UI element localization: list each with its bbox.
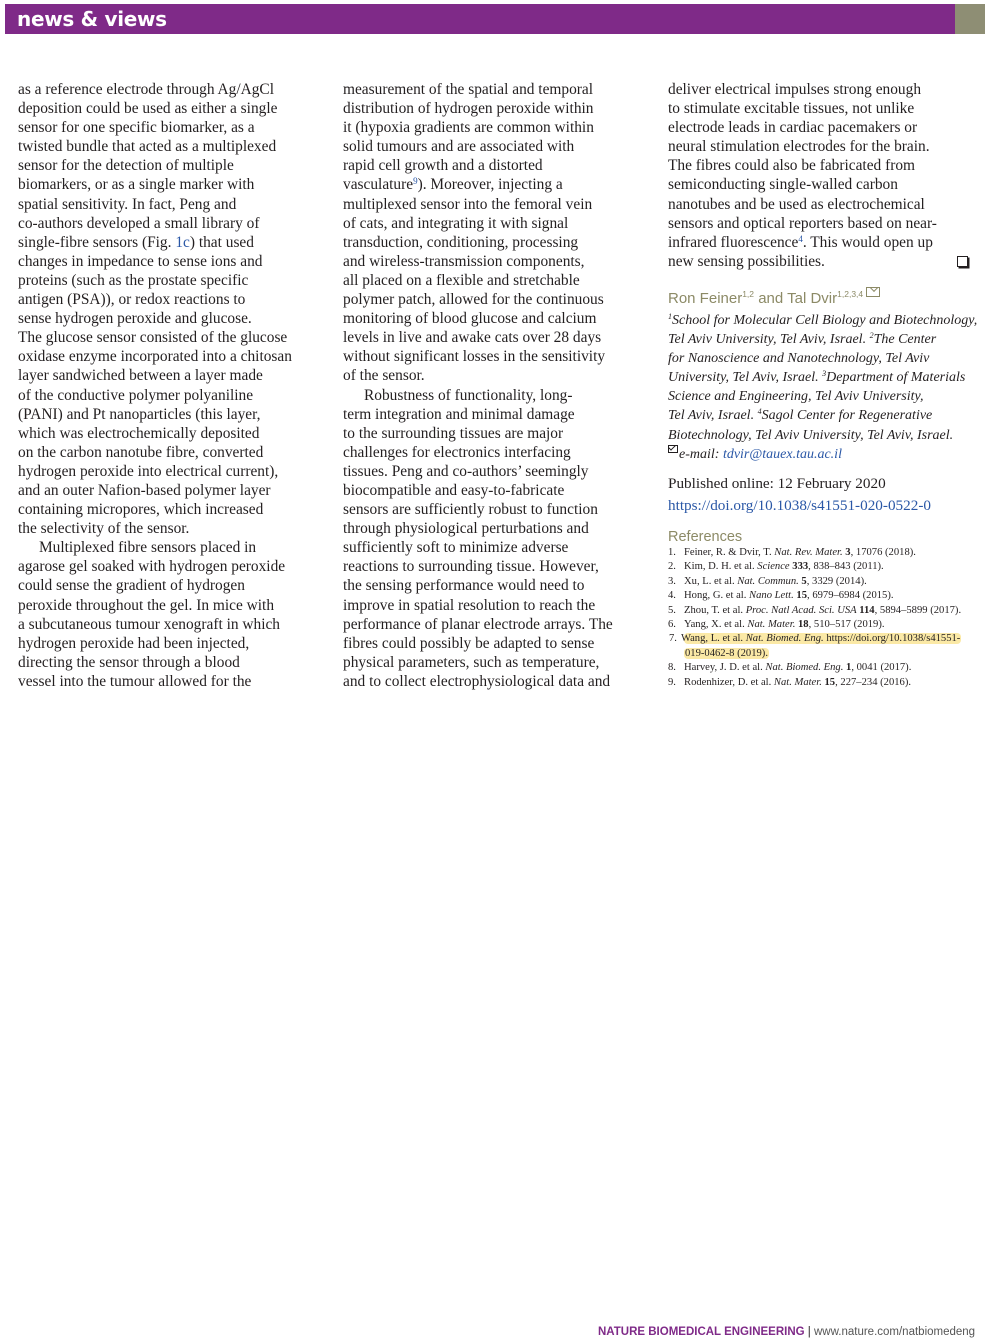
reference-number: 6.	[668, 619, 676, 631]
footer-separator: |	[804, 1326, 814, 1338]
references-title: References	[668, 529, 743, 545]
reference-number: 8.	[668, 662, 676, 674]
text-line	[343, 175, 661, 194]
highlight	[669, 633, 961, 645]
reference-journal: Nat. Commun.	[737, 575, 799, 587]
text-line: Multiplexed fibre sensors placed in	[39, 539, 257, 557]
text-line: fibres could possibly be adapted to sense	[343, 634, 595, 652]
doi-link[interactable]: https://doi.org/10.1038/s41551-020-0522-0	[668, 496, 931, 514]
text-line: which was electrochemically deposited	[18, 424, 260, 442]
text-line: deliver electrical impulses strong enough	[668, 81, 922, 98]
reference-details: , 3329 (2014).	[806, 575, 867, 587]
author-block	[668, 287, 986, 464]
text-line: to stimulate excitable tissues, not unlike	[668, 100, 915, 118]
author-affiliation-sup: 1,2	[742, 289, 755, 299]
text-line: oxidase enzyme incorporated into a chitosan	[18, 348, 292, 366]
reference-volume: 3	[842, 547, 851, 558]
text-line: changes in impedance to sense ions and	[18, 252, 263, 270]
text-line: and to collect electrophysiological data and	[343, 672, 611, 690]
reference-volume: 1	[843, 662, 852, 674]
author-names	[668, 287, 986, 309]
reference-item	[668, 560, 986, 574]
reference-item	[668, 618, 986, 632]
reference-item-highlighted	[668, 632, 986, 661]
article-column-3	[668, 80, 978, 271]
text-line	[668, 233, 978, 252]
text-fragment: new sensing possibilities.	[668, 252, 825, 270]
reference-authors: Wang, L. et al.	[680, 633, 746, 645]
reference-number: 5.	[668, 604, 676, 616]
text-line: vessel into the tumour allowed for the	[18, 672, 252, 690]
affiliation-line	[668, 330, 986, 349]
highlight-row	[684, 647, 986, 661]
text-line: The glucose sensor consisted of the glucose	[18, 329, 288, 347]
reference-journal: Proc. Natl Acad. Sci. USA	[745, 604, 857, 616]
header-tab-marker	[955, 4, 985, 34]
reference-journal: Nat. Biomed. Eng.	[745, 633, 824, 645]
text-line: sense hydrogen peroxide and glucose.	[18, 310, 252, 328]
text-line: term integration and minimal damage	[343, 405, 575, 423]
text-fragment: ) that used	[189, 233, 254, 251]
text-line	[18, 233, 336, 252]
reference-item	[668, 661, 986, 675]
affiliation-line: for Nanoscience and Nanotechnology, Tel Aviv	[668, 351, 930, 367]
email-label: e-mail:	[679, 446, 723, 462]
reference-item	[668, 575, 986, 589]
text-line: measurement of the spatial and temporal	[343, 81, 594, 98]
text-line	[668, 252, 978, 271]
text-line: challenges for electronics interfacing	[343, 443, 571, 461]
text-line: to the surrounding tissues are major	[343, 424, 564, 442]
references-section	[668, 528, 986, 690]
reference-journal: Nat. Mater.	[747, 619, 796, 631]
reference-volume: 15	[821, 676, 836, 688]
reference-list	[668, 546, 986, 690]
reference-details: 019-0462-8 (2019).	[685, 647, 768, 659]
article-column-1	[18, 80, 336, 691]
text-line: peroxide throughout the gel. In mice with	[18, 596, 275, 614]
reference-volume: 333	[789, 561, 809, 573]
reference-journal: Nano Lett.	[749, 590, 794, 602]
reference-item	[668, 604, 986, 618]
text-line: tissues. Peng and co-authors’ seemingly	[343, 462, 589, 480]
reference-details: , 17076 (2018).	[850, 547, 916, 558]
reference-number: 3.	[668, 575, 676, 587]
email-line	[668, 445, 986, 464]
highlight-row	[669, 632, 986, 646]
text-line: nanotubes and be used as electrochemical	[668, 195, 925, 213]
reference-details: , 0041 (2017).	[851, 662, 912, 674]
reference-details: , 838–843 (2011).	[808, 561, 884, 573]
text-line: levels in live and awake cats over 28 days	[343, 329, 602, 347]
text-fragment: single-fibre sensors (Fig.	[18, 233, 176, 251]
reference-number: 9.	[668, 676, 676, 688]
publication-info	[668, 473, 931, 516]
text-line: rapid cell growth and a distorted	[343, 157, 543, 175]
affiliation-text: School for Molecular Cell Biology and Biotechnology,	[672, 313, 978, 328]
figure-link[interactable]: 1c	[175, 233, 190, 251]
text-line: sensors are sufficiently robust to function	[343, 501, 598, 519]
reference-item	[668, 589, 986, 603]
reference-details: , 227–234 (2016).	[835, 676, 912, 688]
affiliation-number: 4	[757, 407, 762, 417]
reference-details: , 510–517 (2019).	[808, 619, 885, 631]
text-line: of cats, and integrating it with signal	[343, 214, 569, 232]
text-fragment: vasculature	[343, 176, 414, 194]
affiliation-text: University, Tel Aviv, Israel.	[668, 370, 823, 386]
text-line: sensor for one specific biomarker, as a	[18, 119, 255, 137]
reference-journal: Nat. Mater.	[773, 676, 822, 688]
affiliation-line: Science and Engineering, Tel Aviv University,	[668, 389, 924, 405]
affiliation-line	[668, 406, 986, 425]
author-name: Tal Dvir	[787, 290, 838, 307]
affiliation-line	[668, 368, 986, 387]
text-line: The fibres could also be fabricated from	[668, 157, 916, 175]
end-of-article-icon	[957, 256, 968, 267]
text-line: transduction, conditioning, processing	[343, 233, 579, 251]
reference-item	[668, 546, 986, 560]
reference-number: 4.	[668, 590, 676, 602]
reference-journal: Science	[757, 561, 790, 573]
text-line: hydrogen peroxide had been injected,	[18, 634, 250, 652]
reference-journal: Nat. Rev. Mater.	[774, 547, 843, 558]
reference-volume: 18	[795, 619, 809, 631]
envelope-icon	[668, 445, 678, 453]
text-line: all placed on a flexible and stretchable	[343, 271, 580, 289]
text-line: of the conductive polymer polyaniline	[18, 386, 254, 404]
text-line: a subcutaneous tumour xenograft in which	[18, 615, 281, 633]
affiliation-number: 2	[869, 331, 874, 341]
text-line: containing micropores, which increased	[18, 501, 264, 519]
reference-volume: 15	[793, 590, 808, 602]
reference-item	[668, 676, 986, 690]
affiliation-text: Sagol Center for Regenerative	[761, 408, 933, 424]
email-link[interactable]: tdvir@tauex.tau.ac.il	[722, 446, 842, 462]
section-header-bar	[5, 4, 955, 34]
reference-authors: Kim, D. H. et al.	[684, 561, 758, 573]
journal-name: NATURE BIOMEDICAL ENGINEERING	[598, 1326, 805, 1338]
author-name: Ron Feiner	[668, 290, 743, 307]
text-line: neural stimulation electrodes for the brain.	[668, 138, 930, 156]
reference-authors: Xu, L. et al.	[684, 575, 738, 587]
reference-number: 7.	[669, 633, 677, 645]
text-line: directing the sensor through a blood	[18, 653, 240, 671]
reference-volume: 5	[798, 575, 807, 587]
text-line: could sense the gradient of hydrogen	[18, 577, 245, 595]
reference-authors: Rodenhizer, D. et al.	[684, 676, 774, 688]
text-line: antigen (PSA)), or redox reactions to	[18, 291, 246, 309]
reference-authors: Zhou, T. et al.	[684, 604, 746, 616]
text-line: and wireless-transmission components,	[343, 252, 585, 270]
text-line: spatial sensitivity. In fact, Peng and	[18, 195, 237, 213]
reference-authors: Feiner, R. & Dvir, T.	[684, 547, 775, 558]
text-line: agarose gel soaked with hydrogen peroxide	[18, 558, 286, 576]
text-line: deposition could be used as either a single	[18, 100, 278, 118]
text-line: (PANI) and Pt nanoparticles (this layer,	[18, 405, 261, 423]
text-line: physical parameters, such as temperature,	[343, 653, 600, 671]
author-conjunction: and	[754, 290, 788, 307]
reference-details: , 5894–5899 (2017).	[874, 604, 962, 616]
text-line: electrode leads in cardiac pacemakers or	[668, 119, 918, 137]
text-fragment: ). Moreover, injecting a	[417, 176, 563, 194]
text-line: the selectivity of the sensor.	[18, 520, 190, 538]
reference-number: 1.	[668, 547, 676, 558]
affiliation-number: 3	[822, 369, 827, 379]
text-fragment: infrared fluorescence	[668, 233, 799, 251]
reference-journal: Nat. Biomed. Eng.	[765, 662, 844, 674]
text-line: monitoring of blood glucose and calcium	[343, 310, 597, 328]
page-footer	[598, 1325, 975, 1339]
text-line: multiplexed sensor into the femoral vein	[343, 195, 593, 213]
text-line: sensor for the detection of multiple	[18, 157, 234, 175]
journal-url-link[interactable]: www.nature.com/natbiomedeng	[813, 1326, 976, 1338]
text-line: without significant losses in the sensitivity	[343, 348, 606, 366]
text-line: reactions to surrounding tissue. However,	[343, 558, 599, 576]
text-line: polymer patch, allowed for the continuous	[343, 291, 604, 309]
affiliation-line	[668, 311, 986, 330]
envelope-icon[interactable]	[866, 287, 880, 297]
text-line: semiconducting single-walled carbon	[668, 176, 898, 194]
article-column-2	[343, 80, 661, 691]
affiliations	[668, 311, 986, 464]
text-line: of the sensor.	[343, 367, 425, 385]
affiliation-line: Biotechnology, Tel Aviv University, Tel Aviv, Israel.	[668, 427, 954, 443]
reference-volume: 114	[856, 604, 875, 616]
text-line: hydrogen peroxide into electrical current),	[18, 462, 279, 480]
citation-link[interactable]: 9	[413, 176, 418, 187]
reference-authors: Hong, G. et al.	[684, 590, 750, 602]
reference-number: 2.	[668, 561, 676, 573]
reference-authors: Yang, X. et al.	[684, 619, 748, 631]
affiliation-text: Tel Aviv, Israel.	[668, 408, 758, 424]
text-line: solid tumours and are associated with	[343, 138, 575, 156]
text-line: biomarkers, or as a single marker with	[18, 176, 255, 194]
citation-link[interactable]: 4	[798, 233, 803, 244]
author-affiliation-sup: 1,2,3,4	[837, 289, 864, 299]
text-line: distribution of hydrogen peroxide within	[343, 100, 594, 118]
affiliation-text: Tel Aviv University, Tel Aviv, Israel.	[668, 332, 870, 348]
text-line: and an outer Nafion-based polymer layer	[18, 481, 271, 499]
reference-doi-link[interactable]: https://doi.org/10.1038/s41551-	[823, 633, 961, 645]
published-date: Published online: 12 February 2020	[668, 475, 886, 492]
text-line: Robustness of functionality, long-	[364, 386, 573, 404]
text-line: proteins (such as the prostate specific	[18, 271, 249, 289]
section-title: news & views	[17, 7, 167, 31]
text-line: it (hypoxia gradients are common within	[343, 119, 594, 137]
reference-details: , 6979–6984 (2015).	[807, 590, 894, 602]
text-fragment: . This would open up	[802, 233, 933, 251]
text-line: biocompatible and easy-to-fabricate	[343, 481, 565, 499]
text-line: the sensing performance would need to	[343, 577, 585, 595]
text-line: sensors and optical reporters based on near-	[668, 214, 937, 232]
text-line: as a reference electrode through Ag/AgCl	[18, 81, 274, 98]
text-line: through physiological perturbations and	[343, 520, 589, 538]
text-line: layer sandwiched between a layer made	[18, 367, 263, 385]
affiliation-number: 1	[668, 312, 672, 321]
reference-authors: Harvey, J. D. et al.	[684, 662, 766, 674]
affiliation-text: Department of Materials	[826, 370, 966, 386]
text-line: performance of planar electrode arrays. The	[343, 615, 613, 633]
affiliation-text: The Center	[873, 332, 937, 348]
text-line: co-authors developed a small library of	[18, 214, 260, 232]
text-line: twisted bundle that acted as a multiplexed	[18, 138, 277, 156]
text-line: sufficiently soft to minimize adverse	[343, 539, 569, 557]
text-line: on the carbon nanotube fibre, converted	[18, 443, 264, 461]
text-line: improve in spatial resolution to reach the	[343, 596, 596, 614]
